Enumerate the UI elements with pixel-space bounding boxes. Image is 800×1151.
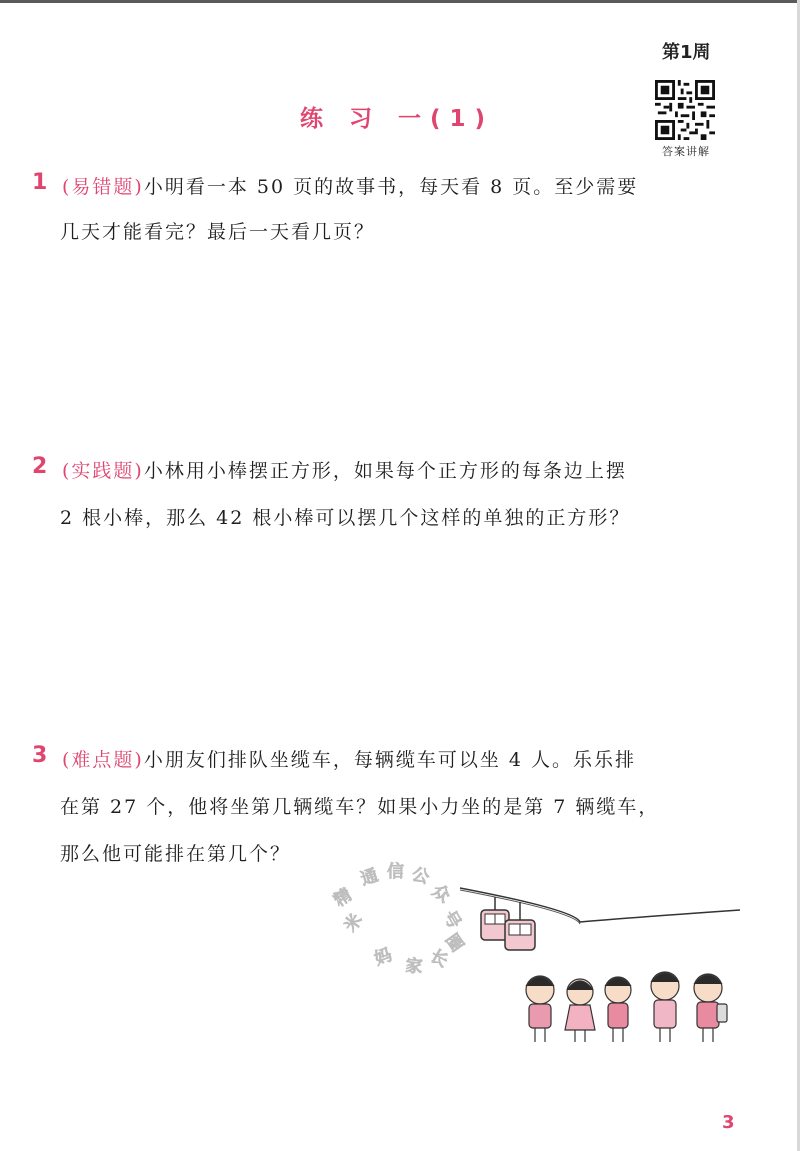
question-text: 小朋友们排队坐缆车，每辆缆车可以坐 4 人。乐乐排 xyxy=(143,749,636,771)
top-border xyxy=(0,0,800,3)
child-2 xyxy=(565,979,595,1042)
question-number: 2 xyxy=(32,454,48,479)
svg-text:精: 精 xyxy=(330,884,356,912)
qr-code-icon[interactable] xyxy=(655,80,715,140)
exercise-title: 练 习 一(1) xyxy=(300,106,495,132)
svg-text:家: 家 xyxy=(404,956,424,978)
question-text: 2 根小棒，那么 42 根小棒可以摆几个这样的单独的正方形？ xyxy=(60,507,631,529)
question-text: 那么他可能排在第几个？ xyxy=(60,843,292,865)
question-tag: (难点题) xyxy=(62,749,144,771)
question-line xyxy=(62,745,636,772)
page-number: 3 xyxy=(722,1112,735,1133)
svg-text:米: 米 xyxy=(340,910,367,936)
qr-caption: 答案讲解 xyxy=(662,145,710,158)
svg-text:通: 通 xyxy=(358,865,381,890)
svg-text:圈: 圈 xyxy=(440,930,468,956)
question-line xyxy=(62,172,638,199)
question-tag: (易错题) xyxy=(62,176,144,198)
question-number: 3 xyxy=(32,743,48,768)
question-number: 1 xyxy=(32,170,48,195)
svg-text:妈: 妈 xyxy=(371,945,395,970)
question-text: 小林用小棒摆正方形，如果每个正方形的每条边上摆 xyxy=(143,460,627,482)
svg-text:长: 长 xyxy=(426,946,452,972)
svg-text:公: 公 xyxy=(409,864,432,889)
svg-text:号: 号 xyxy=(438,907,465,933)
svg-text:信: 信 xyxy=(387,862,404,882)
question-text: 在第 27 个，他将坐第几辆缆车？如果小力坐的是第 7 辆缆车， xyxy=(60,796,660,818)
question-text: 小明看一本 50 页的故事书，每天看 8 页。至少需要 xyxy=(143,176,639,198)
cable-car-right xyxy=(505,902,535,950)
question-tag: (实践题) xyxy=(62,460,144,482)
child-4 xyxy=(651,972,679,1042)
question-line xyxy=(62,456,627,483)
child-1 xyxy=(526,976,554,1042)
child-5 xyxy=(694,974,727,1042)
week-label: 第1周 xyxy=(662,42,711,63)
cable-car-children-illustration xyxy=(455,880,745,1055)
svg-text:众: 众 xyxy=(428,880,454,907)
question-text: 几天才能看完？最后一天看几页？ xyxy=(60,221,376,243)
child-3 xyxy=(605,977,631,1042)
watermark-seal xyxy=(325,855,475,985)
